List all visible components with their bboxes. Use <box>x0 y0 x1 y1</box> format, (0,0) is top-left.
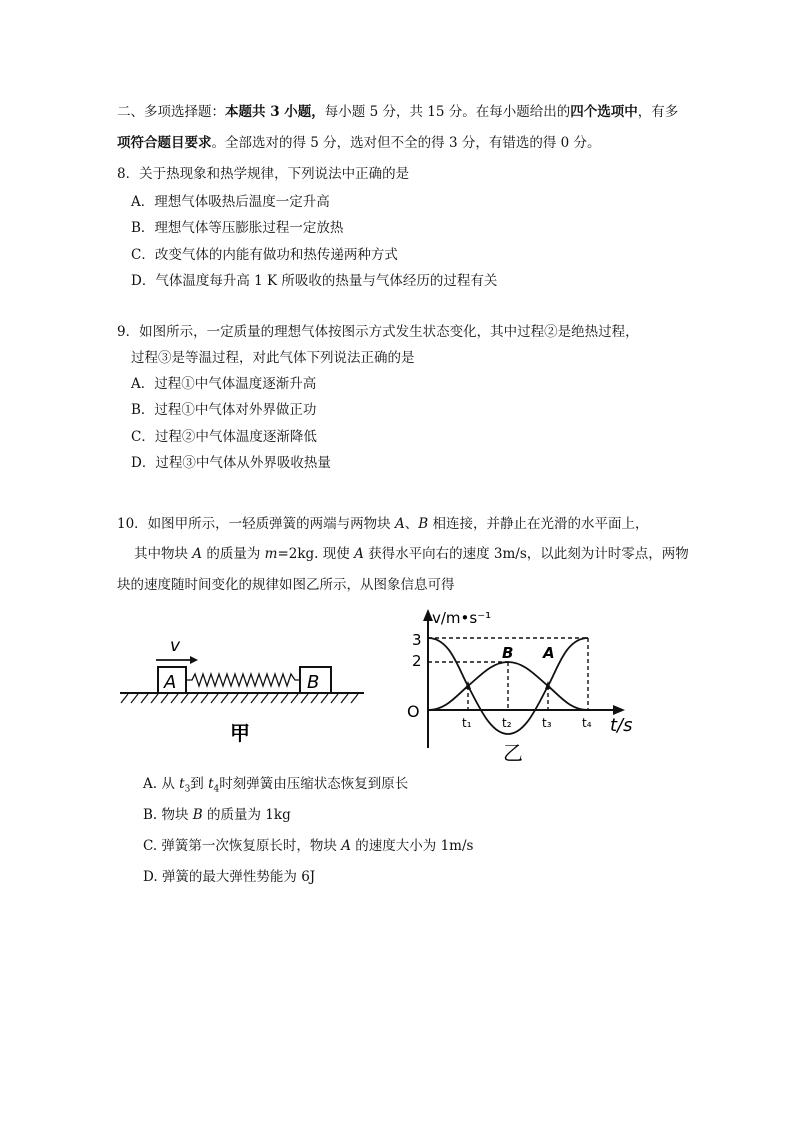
section-heading <box>117 103 678 121</box>
q10-b-text-a: B. 物块 <box>143 807 193 823</box>
velocity-label: v <box>170 636 181 656</box>
q10-s2-m: m <box>264 546 278 562</box>
velocity-arrow-head <box>190 656 198 664</box>
q10-s2-a: 其中物块 <box>134 546 193 562</box>
q10-a-text-a: A. 从 <box>143 776 180 792</box>
curve-label-b: B <box>502 644 514 662</box>
q10-s2-A2: A <box>354 546 364 562</box>
q10-s1-a: 10．如图甲所示，一轻质弹簧的两端与两物块 <box>117 516 395 532</box>
x-axis-label: t/s <box>610 715 633 736</box>
q8-option-b: B．理想气体等压膨胀过程一定放热 <box>131 220 344 236</box>
q8-option-d: D．气体温度每升高 1 K 所吸收的热量与气体经历的过程有关 <box>131 273 498 289</box>
q10-b-text-b: 的质量为 1kg <box>202 807 291 823</box>
ground-hatching <box>121 694 358 703</box>
q8-stem: 8．关于热现象和热学规律，下列说法中正确的是 <box>117 166 410 182</box>
q10-a-t4: t <box>208 776 214 792</box>
tick-label-t4: t₄ <box>582 716 592 730</box>
tick-label-t2: t₂ <box>502 716 512 730</box>
q9-option-c: C．过程②中气体温度逐渐降低 <box>131 429 317 445</box>
block-a-label: A <box>164 672 177 693</box>
q9-option-a: A．过程①中气体温度逐渐升高 <box>131 376 317 392</box>
q10-c-A: A <box>341 838 351 854</box>
tick-label-t1: t₁ <box>462 716 472 730</box>
q10-stem-line2 <box>134 545 689 563</box>
q10-s2-A: A <box>192 546 203 562</box>
figure-jia <box>118 630 368 750</box>
q8-option-c: C．改变气体的内能有做功和热传递两种方式 <box>131 247 398 263</box>
q10-s2-c: =2kg. 现使 <box>277 546 355 562</box>
section-intro-d: 四个选项中 <box>570 104 638 120</box>
spring <box>186 674 300 686</box>
q10-a-sub4: 4 <box>213 784 220 795</box>
q10-a-sub3: 3 <box>184 784 191 795</box>
y-axis-label: v/m•s⁻¹ <box>432 609 492 627</box>
q9-stem-line1: 9．如图所示，一定质量的理想气体按图示方式发生状态变化，其中过程②是绝热过程， <box>117 324 639 340</box>
block-b-label: B <box>307 672 320 693</box>
q10-a-text-b: 到 <box>190 776 209 792</box>
section-heading-line2 <box>117 134 601 152</box>
section-intro-b: 每小题 5 分，共 15 分。 <box>324 104 476 120</box>
section-line2-b: 。全部选对的得 5 分，选对但不全的得 3 分，有错选的得 0 分。 <box>211 135 601 151</box>
q10-s2-d: 获得水平向右的速度 3m/s，以此刻为计时零点，两物 <box>363 546 689 562</box>
tick-label-t3: t₃ <box>542 716 552 730</box>
q10-a-text-c: 时刻弹簧由压缩状态恢复到原长 <box>219 776 409 792</box>
q10-c-text-a: C. 弹簧第一次恢复原长时，物块 <box>143 838 342 854</box>
q9-option-d: D．过程③中气体从外界吸收热量 <box>131 455 331 471</box>
section-line2-a: 项符合题目要求 <box>117 135 212 151</box>
q10-stem-line1 <box>117 515 648 533</box>
section-intro-a: 本题共 3 小题， <box>225 104 325 120</box>
q10-s1-c: 相连接，并静止在光滑的水平面上， <box>428 516 649 532</box>
q10-s1-B: B <box>418 516 429 532</box>
figure-yi-caption: 乙 <box>503 741 523 765</box>
q10-stem-line3: 块的速度随时间变化的规律如图乙所示，从图象信息可得 <box>117 577 455 593</box>
q10-option-c <box>143 837 473 855</box>
q10-s1-b: 、 <box>404 516 419 532</box>
section-intro-e: ，有多 <box>637 104 679 120</box>
tick-label-2: 2 <box>412 652 422 670</box>
x-axis-arrow <box>613 705 625 715</box>
curve-label-a: A <box>543 644 555 662</box>
section-title: 二、多项选择题： <box>117 104 225 120</box>
q10-s1-A: A <box>394 516 405 532</box>
q8-option-a: A．理想气体吸热后温度一定升高 <box>131 194 330 210</box>
tick-label-3: 3 <box>412 631 422 649</box>
q10-c-text-b: 的速度大小为 1m/s <box>350 838 474 854</box>
q10-s2-b: 的质量为 <box>202 546 265 562</box>
q10-option-d: D. 弹簧的最大弹性势能为 6J <box>143 869 316 885</box>
q10-option-a <box>143 775 408 799</box>
origin-label: O <box>407 702 420 721</box>
section-intro-c: 在每小题给出的 <box>475 104 571 120</box>
figure-jia-caption: 甲 <box>230 721 250 745</box>
q9-option-b: B．过程①中气体对外界做正功 <box>131 402 317 418</box>
q10-b-B: B <box>192 807 203 823</box>
figure-yi <box>395 603 645 765</box>
q10-option-b <box>143 806 291 824</box>
q10-a-t3: t <box>179 776 185 792</box>
q9-stem-line2: 过程③是等温过程，对此气体下列说法正确的是 <box>131 350 415 366</box>
